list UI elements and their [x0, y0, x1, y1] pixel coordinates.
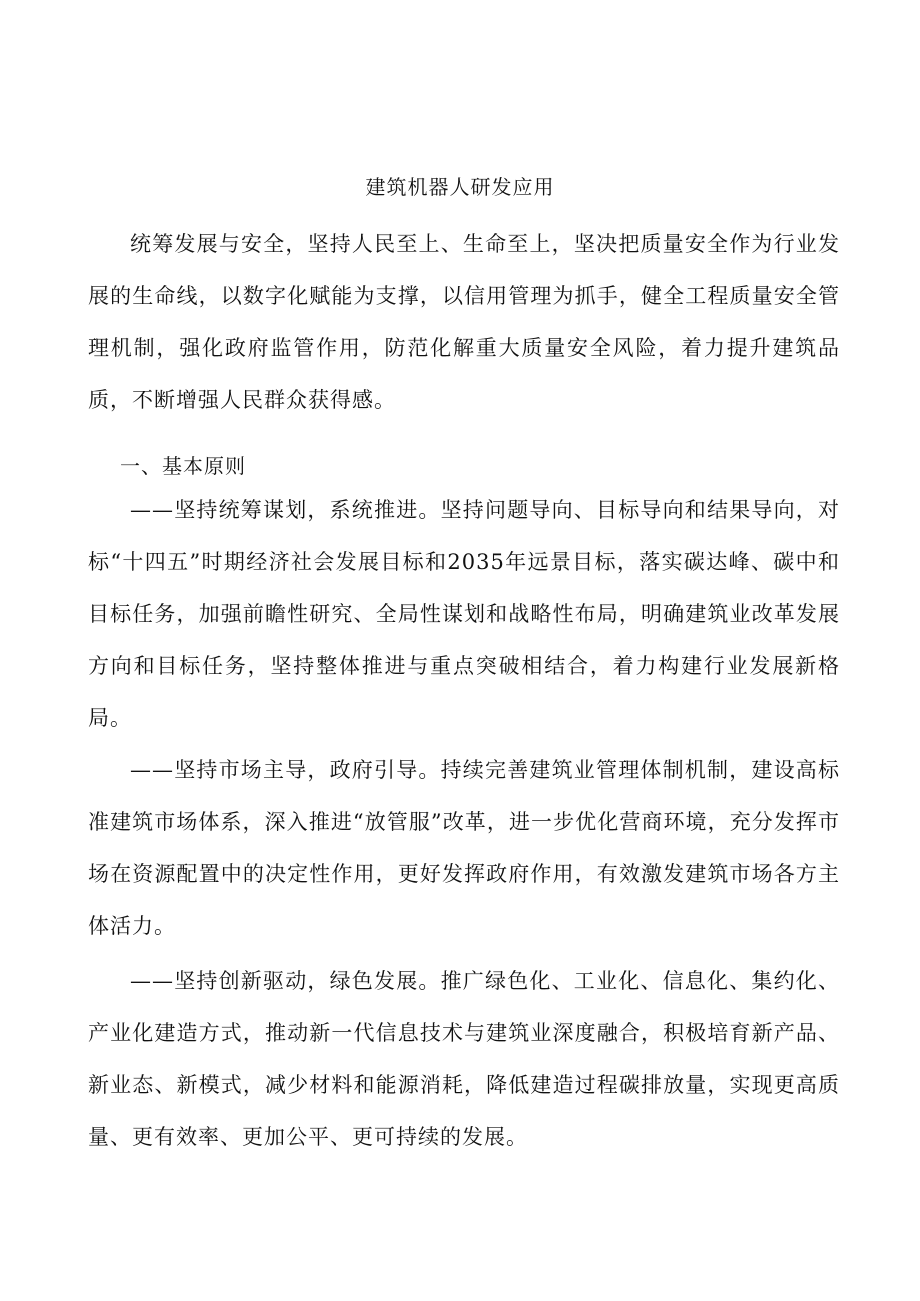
- section-heading: 一、基本原则: [120, 454, 246, 478]
- principle-paragraph-1: ——坚持统筹谋划，系统推进。坚持问题导向、目标导向和结果导向，对标“十四五”时期经济社会发展目标和2035年远景目标，落实碳达峰、碳中和目标任务，加强前瞻性研究、全局性谋划和战略性布局，明确建筑业改革发展方向和目标任务，坚持整体推进与重点突破相结合，着力构建行业发展新格局。: [88, 498, 840, 730]
- principle-paragraph-2: ——坚持市场主导，政府引导。持续完善建筑业管理体制机制，建设高标准建筑市场体系，深入推进“放管服”改革，进一步优化营商环境，充分发挥市场在资源配置中的决定性作用，更好发挥政府作用，有效激发建筑市场各方主体活力。: [88, 758, 840, 938]
- principle-paragraph-3: ——坚持创新驱动，绿色发展。推广绿色化、工业化、信息化、集约化、产业化建造方式，推动新一代信息技术与建筑业深度融合，积极培育新产品、新业态、新模式，减少材料和能源消耗，降低建造过程碳排放量，实现更高质量、更有效率、更加公平、更可持续的发展。: [88, 969, 840, 1149]
- intro-paragraph: 统筹发展与安全，坚持人民至上、生命至上，坚决把质量安全作为行业发展的生命线，以数字化赋能为支撑，以信用管理为抓手，健全工程质量安全管理机制，强化政府监管作用，防范化解重大质量安全风险，着力提升建筑品质，不断增强人民群众获得感。: [88, 232, 840, 412]
- document-title: 建筑机器人研发应用: [365, 175, 555, 199]
